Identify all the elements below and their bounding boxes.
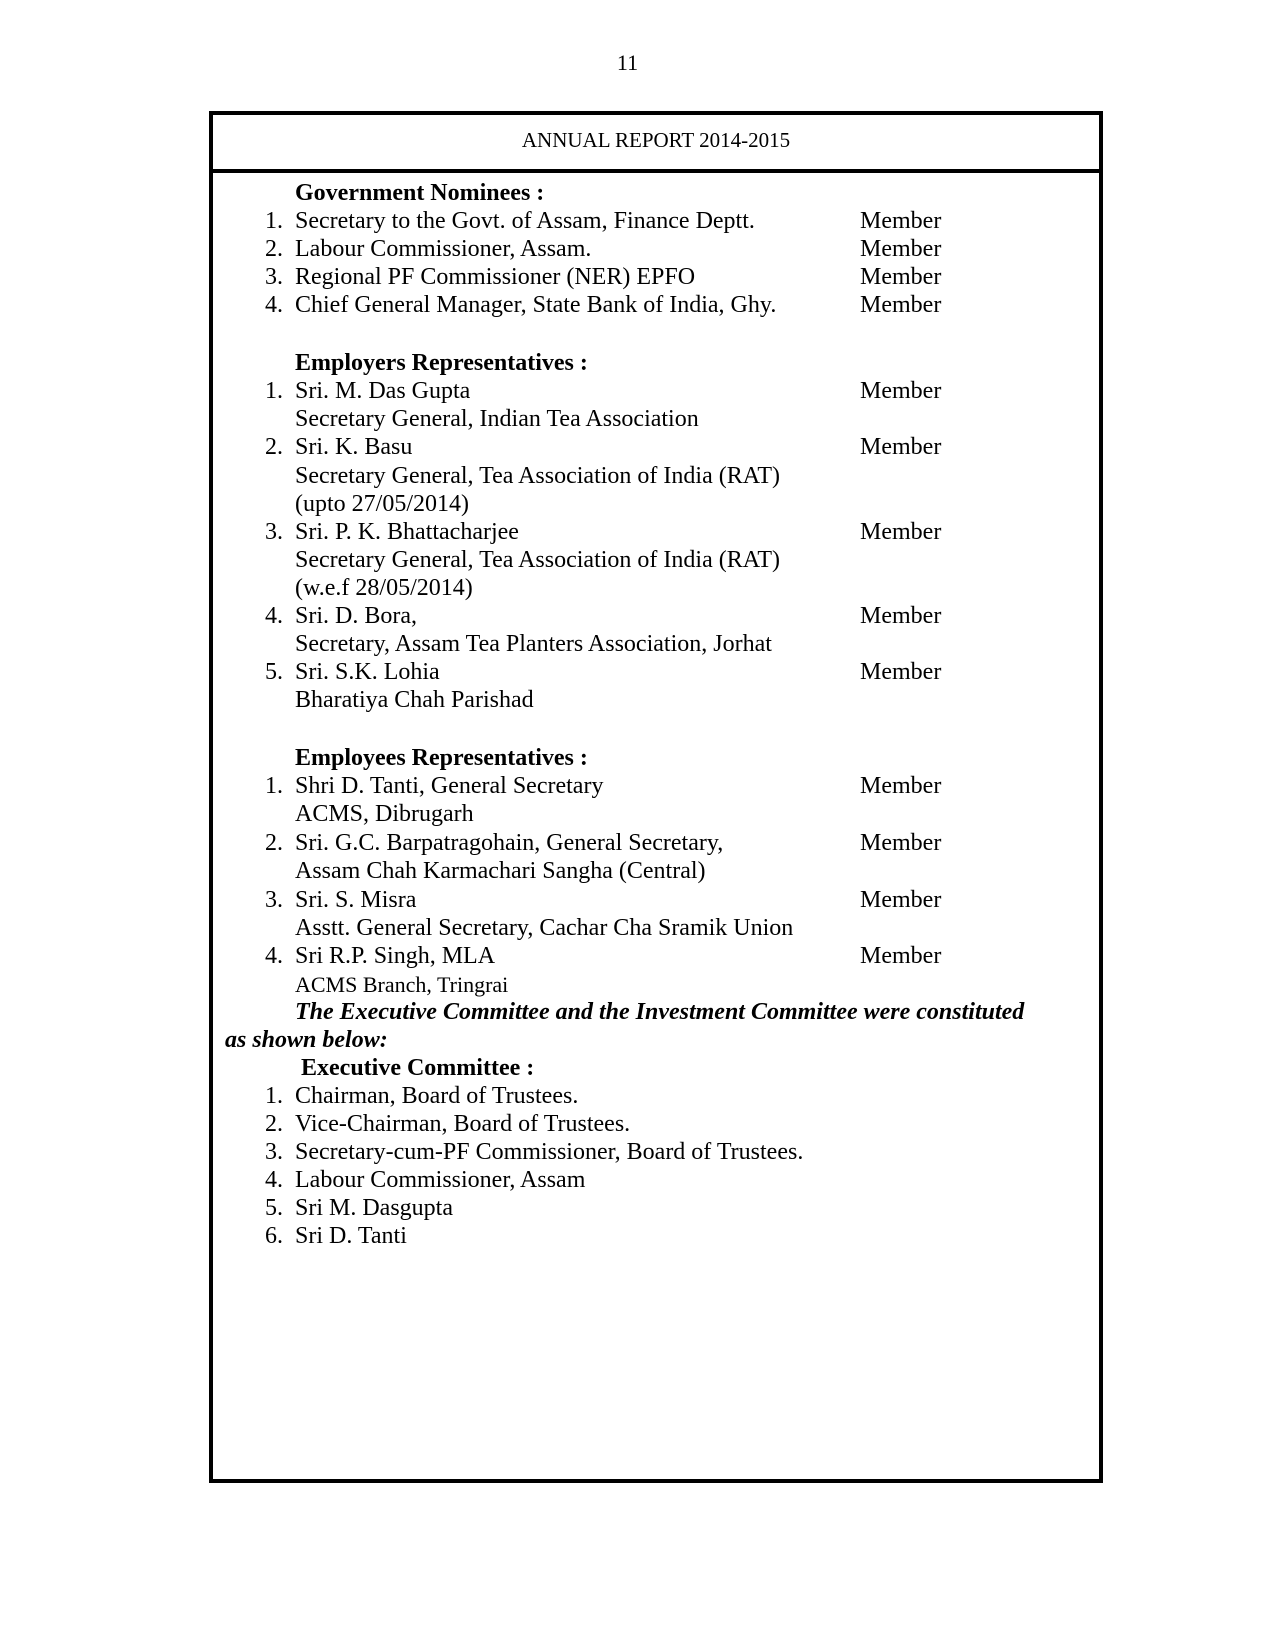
item-subtext: Asstt. General Secretary, Cachar Cha Sramik Union <box>295 915 794 941</box>
item-number: 3. <box>265 519 283 545</box>
list-item <box>213 235 1099 264</box>
item-number: 5. <box>265 1195 283 1221</box>
item-number: 3. <box>265 1139 283 1165</box>
item-role: Member <box>860 292 942 318</box>
item-subtext: (w.e.f 28/05/2014) <box>295 575 473 601</box>
executive-section <box>213 1054 1099 1083</box>
item-text: Secretary to the Govt. of Assam, Finance Deptt. <box>295 208 755 234</box>
item-role: Member <box>860 943 942 969</box>
item-number: 6. <box>265 1223 283 1249</box>
item-text: Vice-Chairman, Board of Trustees. <box>295 1111 631 1137</box>
item-number: 1. <box>265 208 283 234</box>
list-item <box>213 1138 1099 1167</box>
list-item <box>213 433 1099 462</box>
item-number: 4. <box>265 1167 283 1193</box>
item-detail <box>213 462 1099 491</box>
item-number: 1. <box>265 773 283 799</box>
employees-section <box>213 744 1099 773</box>
item-text: Sri. P. K. Bhattacharjee <box>295 519 519 545</box>
item-detail <box>213 970 1099 999</box>
item-role: Member <box>860 519 942 545</box>
item-subtext: Secretary General, Tea Association of India (RAT) <box>295 547 781 573</box>
item-number: 2. <box>265 434 283 460</box>
item-number: 2. <box>265 236 283 262</box>
section-heading: Executive Committee : <box>301 1055 535 1081</box>
list-item <box>213 518 1099 547</box>
list-item <box>213 1194 1099 1223</box>
item-text: Sri. D. Bora, <box>295 603 417 629</box>
item-role: Member <box>860 773 942 799</box>
list-item <box>213 829 1099 858</box>
item-number: 1. <box>265 1083 283 1109</box>
item-text: Chairman, Board of Trustees. <box>295 1083 579 1109</box>
list-item <box>213 1082 1099 1111</box>
government-section <box>213 179 1099 208</box>
item-number: 3. <box>265 887 283 913</box>
item-role: Member <box>860 378 942 404</box>
item-role: Member <box>860 264 942 290</box>
item-number: 2. <box>265 1111 283 1137</box>
item-subtext: ACMS, Dibrugarh <box>295 801 474 827</box>
list-item <box>213 377 1099 406</box>
section-heading: Employees Representatives : <box>295 745 588 771</box>
item-subtext: Bharatiya Chah Parishad <box>295 687 534 713</box>
item-subtext: (upto 27/05/2014) <box>295 491 469 517</box>
item-number: 2. <box>265 830 283 856</box>
item-text: Sri M. Dasgupta <box>295 1195 453 1221</box>
item-number: 4. <box>265 603 283 629</box>
item-number: 4. <box>265 292 283 318</box>
item-role: Member <box>860 887 942 913</box>
statement-text: The Executive Committee and the Investment Committee were constituted <box>295 999 1025 1025</box>
employers-section <box>213 349 1099 378</box>
list-item <box>213 1222 1099 1251</box>
item-detail <box>213 914 1099 943</box>
item-number: 4. <box>265 943 283 969</box>
item-detail <box>213 574 1099 603</box>
item-number: 5. <box>265 659 283 685</box>
item-text: Chief General Manager, State Bank of India, Ghy. <box>295 292 777 318</box>
item-text: Regional PF Commissioner (NER) EPFO <box>295 264 696 290</box>
report-frame <box>209 111 1103 1483</box>
item-text: Sri. G.C. Barpatragohain, General Secretary, <box>295 830 724 856</box>
item-text: Sri. K. Basu <box>295 434 413 460</box>
statement-text: as shown below: <box>225 1027 388 1053</box>
item-role: Member <box>860 208 942 234</box>
item-text: Labour Commissioner, Assam <box>295 1167 586 1193</box>
statement-line <box>213 998 1099 1027</box>
item-text: Sri. S. Misra <box>295 887 417 913</box>
list-item <box>213 207 1099 236</box>
item-detail <box>213 857 1099 886</box>
statement-line <box>213 1026 1099 1055</box>
list-item <box>213 942 1099 971</box>
item-number: 1. <box>265 378 283 404</box>
item-role: Member <box>860 236 942 262</box>
section-heading: Government Nominees : <box>295 180 545 206</box>
list-item <box>213 263 1099 292</box>
item-subtext: Secretary General, Indian Tea Association <box>295 406 699 432</box>
item-text: Sri R.P. Singh, MLA <box>295 943 496 969</box>
item-number: 3. <box>265 264 283 290</box>
item-text: Shri D. Tanti, General Secretary <box>295 773 604 799</box>
item-detail <box>213 630 1099 659</box>
list-item <box>213 602 1099 631</box>
item-subtext: Secretary General, Tea Association of India (RAT) <box>295 463 781 489</box>
item-role: Member <box>860 434 942 460</box>
list-item <box>213 1166 1099 1195</box>
item-text: Secretary-cum-PF Commissioner, Board of Trustees. <box>295 1139 804 1165</box>
item-text: Sri. S.K. Lohia <box>295 659 440 685</box>
report-title: ANNUAL REPORT 2014-2015 <box>213 115 1099 173</box>
item-role: Member <box>860 659 942 685</box>
item-subtext: Secretary, Assam Tea Planters Association, Jorhat <box>295 631 772 657</box>
item-detail <box>213 490 1099 519</box>
list-item <box>213 1110 1099 1139</box>
item-text: Sri D. Tanti <box>295 1223 407 1249</box>
item-detail <box>213 546 1099 575</box>
item-text: Sri. M. Das Gupta <box>295 378 471 404</box>
section-heading: Employers Representatives : <box>295 350 588 376</box>
item-text: Labour Commissioner, Assam. <box>295 236 592 262</box>
page-number: 11 <box>616 50 639 75</box>
item-detail <box>213 800 1099 829</box>
item-role: Member <box>860 603 942 629</box>
item-detail <box>213 686 1099 715</box>
list-item <box>213 886 1099 915</box>
item-detail <box>213 405 1099 434</box>
item-subtext: ACMS Branch, Tringrai <box>295 972 509 997</box>
list-item <box>213 291 1099 320</box>
item-subtext: Assam Chah Karmachari Sangha (Central) <box>295 858 706 884</box>
item-role: Member <box>860 830 942 856</box>
list-item <box>213 772 1099 801</box>
list-item <box>213 658 1099 687</box>
